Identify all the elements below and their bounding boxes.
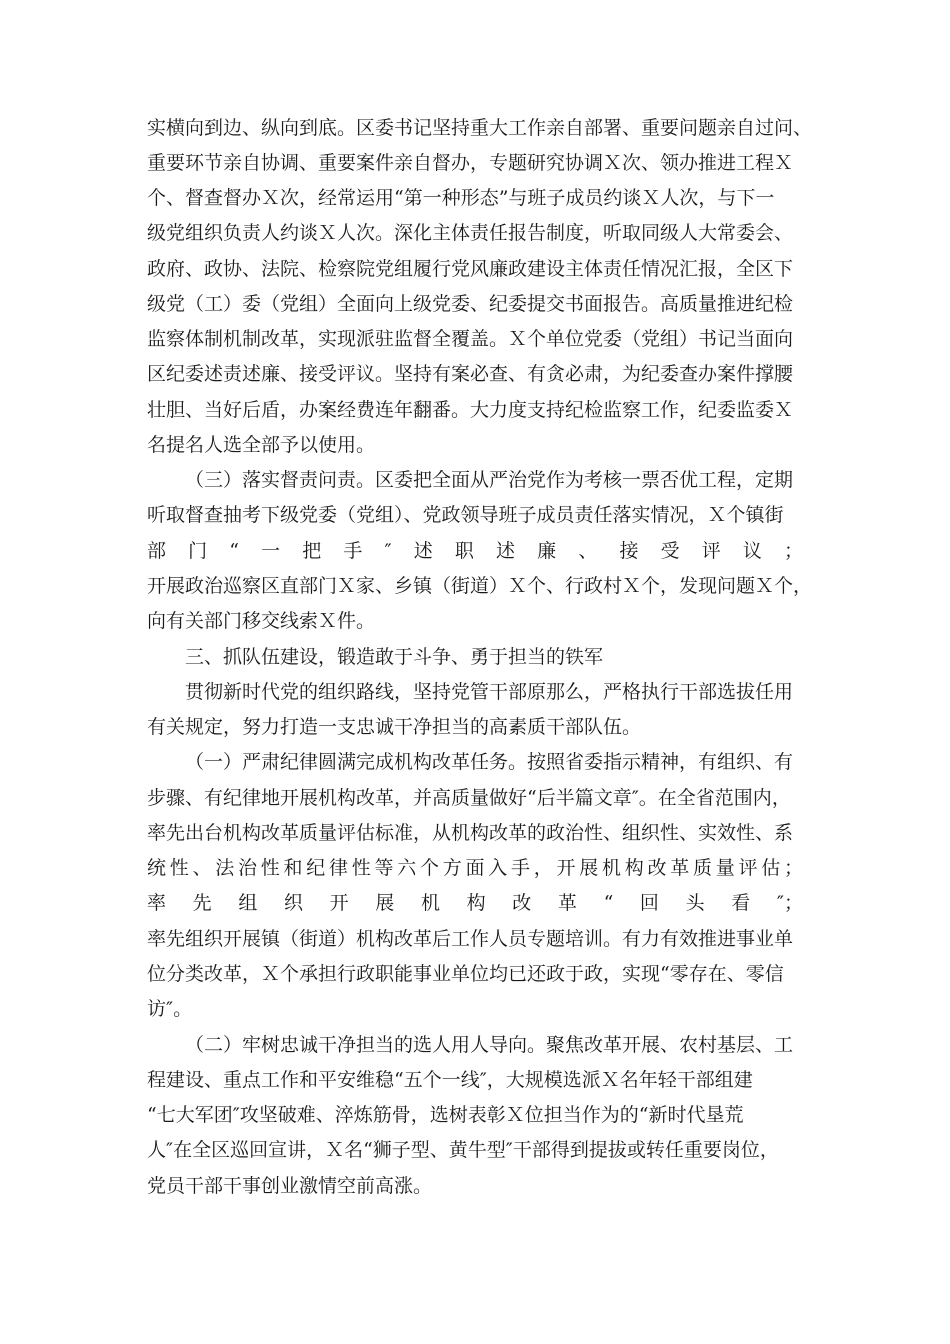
- paragraph-heading-line: （二）牢树忠诚干净担当的选人用人导向。聚焦改革开展、农村基层、工: [185, 1034, 794, 1056]
- text-line: 级党（工）委（党组）全面向上级党委、纪委提交书面报告。高质量推进纪检: [147, 293, 794, 315]
- paragraph-heading-line: （三）落实督责问责。区委把全面从严治党作为考核一票否优工程，定期: [185, 469, 794, 491]
- section-heading: 三、抓队伍建设，锻造敢于斗争、勇于担当的铁军: [185, 646, 604, 668]
- text-line: 区纪委述责述廉、接受评议。坚持有案必查、有贪必肃，为纪委查办案件撑腰: [147, 363, 794, 385]
- text-line: 听取督查抽考下级党委（党组）、党政领导班子成员责任落实情况，Ｘ个镇街: [147, 504, 784, 526]
- text-line: 政府、政协、法院、检察院党组履行党风廉政建设主体责任情况汇报，全区下: [147, 258, 794, 280]
- text-line: 级党组织负责人约谈Ｘ人次。深化主体责任报告制度，听取同级人大常委会、: [147, 222, 794, 244]
- text-line: 名提名人选全部予以使用。: [147, 434, 376, 456]
- text-line: “七大军团″攻坚破难、淬炼筋骨，选树表彰Ｘ位担当作为的“新时代垦荒: [147, 1104, 744, 1126]
- text-line: 统性、法治性和纪律性等六个方面入手，开展机构改革质量评估；: [147, 857, 803, 879]
- text-line: 部门“一把手″述职述廉、接受评议；: [147, 540, 803, 562]
- text-line: 率先出台机构改革质量评估标准，从机构改革的政治性、组织性、实效性、系: [147, 822, 794, 844]
- text-line: 访″。: [147, 998, 193, 1020]
- text-line: 开展政治巡察区直部门Ｘ家、乡镇（街道）Ｘ个、行政村Ｘ个，发现问题Ｘ个，: [147, 575, 813, 597]
- text-line: 步骤、有纪律地开展机构改革，并高质量做好“后半篇文章″。在全省范围内，: [147, 787, 791, 809]
- text-line: 壮胆、当好后盾，办案经费连年翻番。大力度支持纪检监察工作，纪委监委Ｘ: [147, 399, 794, 421]
- text-line: 率先组织开展镇（街道）机构改革后工作人员专题培训。有力有效推进事业单: [147, 928, 794, 950]
- text-line: 监察体制机制改革，实现派驻监督全覆盖。Ｘ个单位党委（党组）书记当面向: [147, 328, 794, 350]
- text-line: 个、督查督办Ｘ次，经常运用“第一种形态”与班子成员约谈Ｘ人次，与下一: [147, 187, 775, 209]
- text-line: 实横向到边、纵向到底。区委书记坚持重大工作亲自部署、重要问题亲自过问、: [147, 117, 813, 139]
- text-line: 率先组织开展机构改革“回头看″；: [147, 892, 803, 914]
- text-line: 人″在全区巡回宣讲，Ｘ名“狮子型、黄牛型″干部得到提拔或转任重要岗位，: [147, 1139, 779, 1161]
- text-line: 重要环节亲自协调、重要案件亲自督办，专题研究协调Ｘ次、领办推进工程Ｘ: [147, 152, 794, 174]
- text-line: 向有关部门移交线索Ｘ件。: [147, 610, 376, 632]
- paragraph-heading-line: （一）严肃纪律圆满完成机构改革任务。按照省委指示精神，有组织、有: [185, 751, 794, 773]
- text-line: 程建设、重点工作和平安维稳“五个一线″，大规模选派Ｘ名年轻干部组建: [147, 1069, 753, 1091]
- text-line: 党员干部干事创业激情空前高涨。: [147, 1175, 433, 1197]
- text-line: 有关规定，努力打造一支忠诚干净担当的高素质干部队伍。: [147, 716, 642, 738]
- text-line: 位分类改革，Ｘ个承担行政职能事业单位均已还政于政，实现“零存在、零信: [147, 963, 784, 985]
- paragraph-first-line: 贯彻新时代党的组织路线，坚持党管干部原那么，严格执行干部选拔任用: [185, 681, 794, 703]
